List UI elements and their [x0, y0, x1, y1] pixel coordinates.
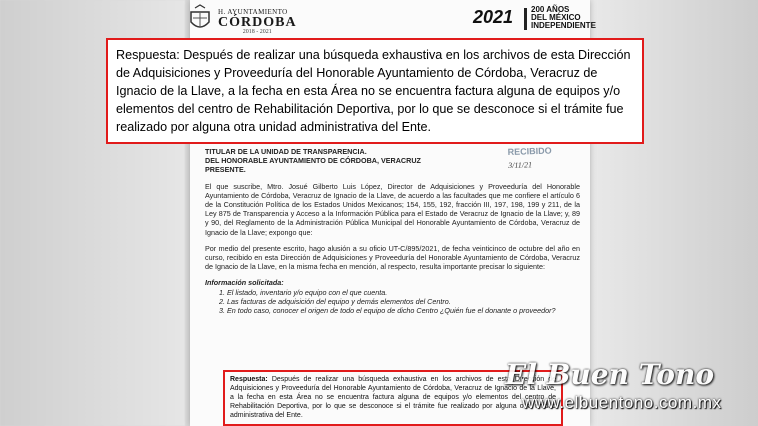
answer-text: Después de realizar una búsqueda exhaustiva en los archivos de esta Dirección de Adquisiciones y Proveeduría del Honorable Ayuntamiento de Córdoba, Veracruz de Ignacio de la Llave, a la fecha en esta Área no se encuentra factura alguna de equipos y/o elementos del centro de Rehabilitación Deportiva, por lo que se desconoce si el trámite fue realizado por alguna otra unidad administrativa del Ente. — [230, 376, 556, 419]
paragraph-intro: El que suscribe, Mtro. Josué Gilberto Luis López, Director de Adquisiciones y Proveeduría del Honorable Ayuntamiento de Córdoba, Veracruz de Ignacio de la Llave, de acuerdo a las facultades que me confiere el artículo 6 de la Constitución Política de los Estados Unidos Mexicanos; 154, 155, 192, fracción III, 197, 198, 199 y 211, de la Ley 875 de Transparencia y Acceso a la Información Pública para el Estado de Veracruz de Ignacio de la Llave; y, 89 y 90, del Reglamento de la Administración Pública Municipal del Honorable Ayuntamiento de Córdoba, Veracruz de Ignacio de la Llave; expongo que: — [205, 181, 580, 237]
logo-year: 2021 — [473, 7, 514, 27]
list-item: 3. En todo caso, conocer el origen de todo el equipo de dicho Centro ¿Quién fue el donante o proveedor? — [227, 306, 580, 315]
website-watermark: www.elbuentono.com.mx — [522, 393, 722, 412]
highlighted-answer-callout — [106, 38, 644, 144]
coat-of-arms-logo — [185, 4, 215, 34]
paragraph-reference: Por medio del presente escrito, hago alusión a su oficio UT-C/895/2021, de fecha veinticinco de octubre del año en curso, recibido en esta Dirección de Adquisiciones y Proveeduría del Honorable Ayuntamiento de Córdoba, Veracruz de Ignacio de la Llave, en la misma fecha en mención, al respecto, resulta importante precisar lo siguiente: — [205, 243, 580, 272]
bicentennial-line-2: DEL MÉXICO — [531, 13, 581, 22]
logo-divider — [524, 8, 527, 30]
list-item: 2. Las facturas de adquisición del equipo y demás elementos del Centro. — [227, 297, 580, 306]
stamp-date: 3/11/21 — [508, 160, 533, 171]
addressee-block — [205, 147, 580, 175]
logo-line-1: H. AYUNTAMIENTO — [218, 8, 288, 16]
bicentennial-line-1: 200 AÑOS — [531, 5, 570, 14]
letter-body — [205, 145, 580, 315]
letterhead — [0, 0, 758, 40]
stamp-label: RECIBIDO — [507, 145, 552, 158]
addressee-line-2: DEL HONORABLE AYUNTAMIENTO DE CÓRDOBA, VERACRUZ — [205, 156, 421, 166]
newspaper-watermark: El Buen Tono — [505, 358, 715, 391]
requested-info-list — [205, 288, 580, 316]
logo-line-3: 2018 - 2021 — [242, 29, 272, 35]
bicentennial-line-3: INDEPENDIENTE — [531, 21, 596, 30]
list-item: 1. El listado, inventario y/o equipo con el que cuenta. — [227, 288, 580, 297]
callout-text: Respuesta: Después de realizar una búsqueda exhaustiva en los archivos de esta Dirección de Adquisiciones y Proveeduría del Honorable Ayuntamiento de Córdoba, Veracruz de Ignacio de la Llave, a la fecha en esta Área no se encuentra factura alguna de equipos y/o elementos del centro de Rehabilitación Deportiva, por lo que se desconoce si el trámite fue realizado por alguna otra unidad administrativa del Ente. — [116, 48, 631, 134]
logo-line-2: CÓRDOBA — [218, 15, 297, 30]
bicentennial-text — [531, 6, 596, 30]
municipality-name — [218, 8, 297, 35]
addressee-line-1: TITULAR DE LA UNIDAD DE TRANSPARENCIA. — [205, 147, 367, 156]
addressee-line-3: PRESENTE. — [205, 165, 246, 175]
answer-label: Respuesta: — [230, 376, 268, 383]
requested-info-title: Información solicitada: — [205, 278, 284, 288]
